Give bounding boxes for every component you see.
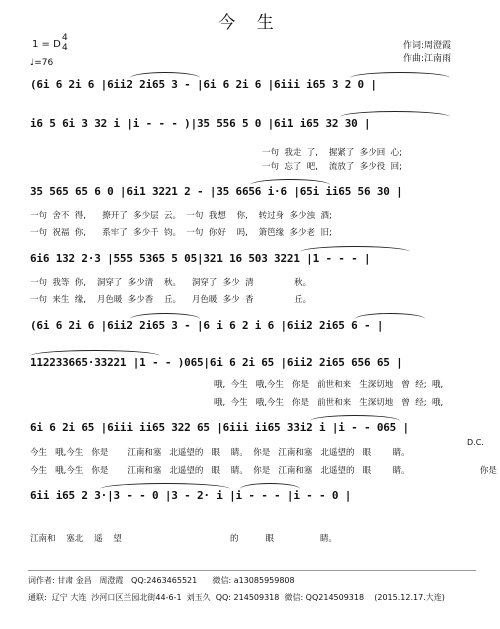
slur-mark <box>350 72 450 78</box>
lyric-line: 一句 我等 你, 洞穿了 多少清 秋。 洞穿了 多少 清 秋。 <box>30 278 312 288</box>
da-capo-mark: D.C. <box>467 438 484 447</box>
slur-mark <box>130 313 200 319</box>
slur-mark <box>30 350 160 356</box>
lyric-line: 今生 哦,今生 你是 江南和塞 北遥望的 眼 睛。 你是 江南和塞 北遥望的 眼 睛。 <box>30 448 410 458</box>
lyric-line: 一句 忘了 吧, 流放了 多少役 回; <box>262 162 402 172</box>
meter-bottom: 4 <box>62 43 68 53</box>
meter-top: 4 <box>62 33 68 43</box>
lyric-line: 一句 来生 缘, 月色暖 多少香 丘。 月色暖 多少 香 丘。 <box>30 295 312 305</box>
tempo-marking: ♩=76 <box>30 58 54 68</box>
lyric-line: 江南和 塞北 遥 望 的 眼 睛。 <box>30 534 337 544</box>
slur-mark <box>250 179 330 185</box>
mailing-contact: 通联: 辽宁 大连 沙河口区兰园北街44-6-1 刘玉久 QQ: 214509318 微信: QQ214509318 (2015.12.17.大连) <box>28 593 445 602</box>
lyric-line: 今生 哦,今生 你是 江南和塞 北遥望的 眼 睛。 你是 江南和塞 北遥望的 眼 睛。 你是 <box>30 466 497 476</box>
music-system-8: 6ii i65 2 3·|3 - - 0 |3 - 2· i |i - - - |i - - 0 | <box>30 489 352 502</box>
lyric-line: 一句 舍不 得, 撩开了 多少层 云。 一句 我想 你, 转过身 多少浊 酒; <box>30 211 332 221</box>
slur-mark <box>100 483 230 489</box>
slur-mark <box>355 313 425 319</box>
slur-mark <box>300 246 410 252</box>
lyric-line: 哦, 今生 哦,今生 你是 前世和来 生深切地 曾 经; 哦, <box>214 398 444 408</box>
lyric-line: 哦, 今生 哦,今生 你是 前世和来 生深切地 曾 经; 哦, <box>214 380 444 390</box>
author-contact: 词作者: 甘肃 金昌 周澄霞 QQ:2463465521 微信: a13085959808 <box>28 576 295 585</box>
slur-mark <box>130 72 200 78</box>
slur-mark <box>240 483 300 489</box>
footer-divider <box>28 570 476 571</box>
contact-footer <box>28 570 478 620</box>
composer-credit: 作曲:江南雨 <box>403 54 452 64</box>
song-title: 今 生 <box>218 13 282 33</box>
lyricist-credit: 作词:周澄霞 <box>403 41 452 51</box>
slur-mark <box>310 415 400 421</box>
lyric-line: 一句 祝福 你, 系牢了 多少千 钧。 一句 你好 吗, 箫笆缘 多少老 旧; <box>30 228 332 238</box>
music-system-2: i6 5 6i 3 32 i |i - - - )|35 556 5 0 |6i1 i65 32 30 | <box>30 117 371 130</box>
music-system-5: (6i 6 2i 6 |6ii2 2i65 3 - |6 i 6 2 i 6 |6ii2 2i65 6 - | <box>30 319 384 332</box>
music-system-4: 6i6 132 2·3 |555 5365 5 05|321 16 503 3221 |1 - - - | <box>30 252 371 265</box>
time-signature <box>62 33 68 53</box>
key-signature: 1 = D <box>32 39 61 50</box>
slur-mark <box>340 111 450 117</box>
music-system-6: 112233665·33221 |1 - - )065|6i 6 2i 65 |6ii2 2i65 656 65 | <box>30 356 403 369</box>
music-system-7: 6i 6 2i 65 |6iii ii65 322 65 |6iii ii65 33i2 i |i - - 065 | <box>30 421 409 434</box>
credits <box>403 40 451 66</box>
music-system-3: 35 565 65 6 0 |6i1 3221 2 - |35 6656 i·6 |65i ii65 56 30 | <box>30 185 403 198</box>
lyric-line: 一句 我走 了, 握紧了 多少回 心; <box>262 148 402 158</box>
music-system-1: (6i 6 2i 6 |6ii2 2i65 3 - |6i 6 2i 6 |6iii i65 3 2 0 | <box>30 78 377 91</box>
